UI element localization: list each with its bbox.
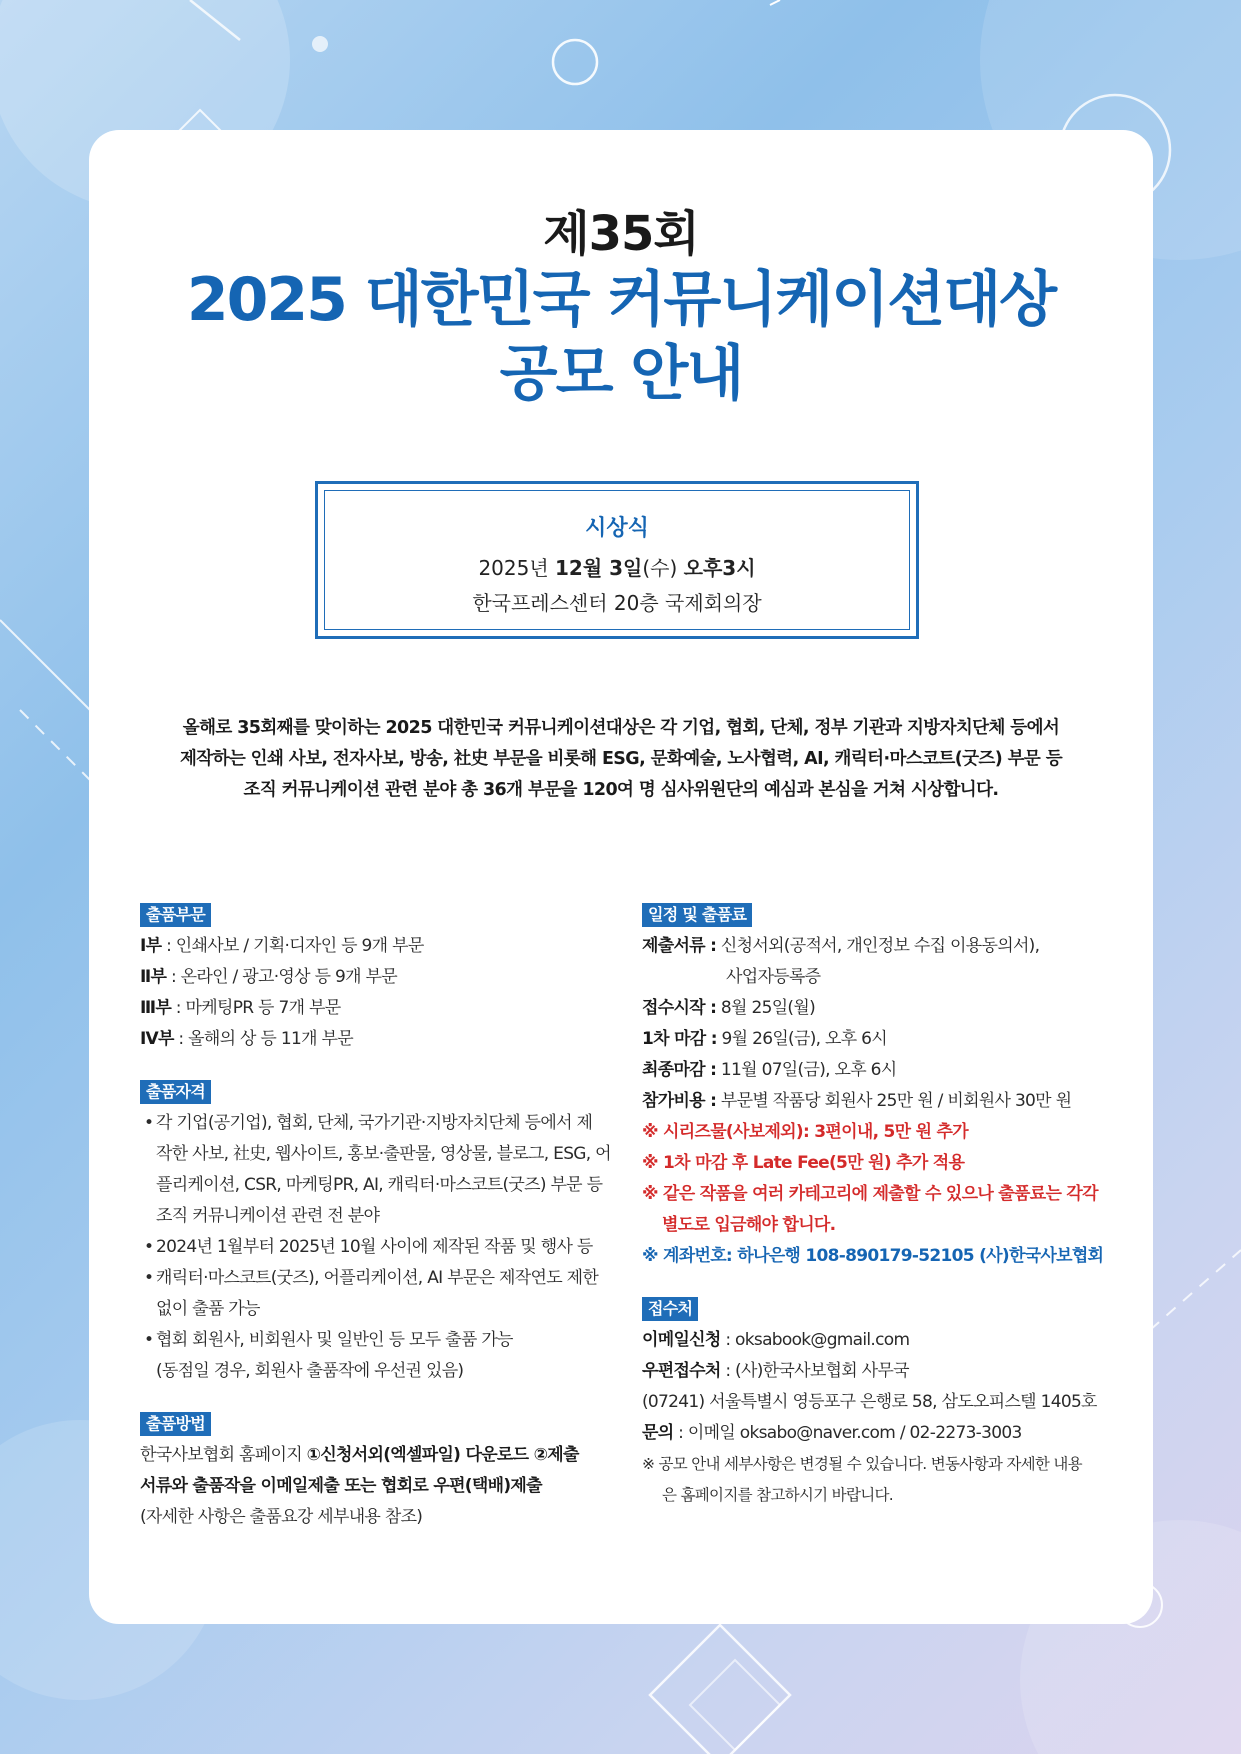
schedule-note: ※ 같은 작품을 여러 카테고리에 제출할 수 있으나 출품료는 각각 [642,1184,1098,1204]
account-number: ※ 계좌번호: 하나은행 108-890179-52105 (사)한국사보협회 [642,1246,1104,1266]
main-title-line1: 2025 대한민국 커뮤니케이션대상 [186,265,1056,335]
ceremony-box [315,481,919,639]
section-tag: 출품방법 [140,1412,211,1436]
schedule-section [642,900,1122,1272]
contact-note: 은 홈페이지를 참고하시기 바랍니다. [662,1486,894,1504]
main-title-line2: 공모 안내 [499,339,743,409]
ceremony-venue: 한국프레스센터 20층 국제회의장 [472,591,762,615]
contact-address: (07241) 서울특별시 영등포구 은행로 58, 삼도오피스텔 1405호 [642,1392,1097,1412]
eligibility-bullet: • 각 기업(공기업), 협회, 단체, 국가기관·지방자치단체 등에서 제 작한 사보, 社史, 웹사이트, 홍보·출판물, 영상물, 블로그, ESG, 어 플리케이션, CSR, 마케팅PR, AI, 캐릭터·마스코트(굿즈) 부문 등 조직 커뮤니케이션 관련 전 분야 [140,1108,610,1232]
category-row: Ⅱ부 : 온라인 / 광고·영상 등 9개 부문 [140,967,397,987]
category-row: Ⅲ부 : 마케팅PR 등 7개 부문 [140,998,341,1018]
ceremony-title: 시상식 [585,516,649,541]
schedule-row: 참가비용 : 부문별 작품당 회원사 25만 원 / 비회원사 30만 원 [642,1091,1072,1111]
eligibility-section [140,1077,610,1387]
schedule-row: 접수시작 : 8월 25일(월) [642,998,816,1018]
title-block [89,205,1153,411]
category-row: Ⅰ부 : 인쇄사보 / 기획·디자인 등 9개 부문 [140,936,424,956]
section-tag: 접수처 [642,1297,698,1321]
right-column [642,900,1122,1533]
categories-section [140,900,610,1055]
notice-card [89,130,1153,1624]
eligibility-bullet: • 협회 회원사, 비회원사 및 일반인 등 모두 출품 가능 (동점일 경우, 회원사 출품작에 우선권 있음) [140,1325,610,1387]
contact-section [642,1294,1122,1511]
intro-line: 제작하는 인쇄 사보, 전자사보, 방송, 社史 부문을 비롯해 ESG, 문화예술, 노사협력, AI, 캐릭터·마스코트(굿즈) 부문 등 [179,749,1063,769]
contact-note: ※ 공모 안내 세부사항은 변경될 수 있습니다. 변동사항과 자세한 내용 [642,1455,1082,1473]
section-tag: 출품자격 [140,1080,211,1104]
schedule-note: ※ 시리즈물(사보제외): 3편이내, 5만 원 추가 [642,1122,969,1142]
schedule-row: 1차 마감 : 9월 26일(금), 오후 6시 [642,1029,888,1049]
eligibility-bullet: • 캐릭터·마스코트(굿즈), 어플리케이션, AI 부문은 제작연도 제한 없이 출품 가능 [140,1263,610,1325]
schedule-row: 사업자등록증 [726,967,821,987]
schedule-row: 최종마감 : 11월 07일(금), 오후 6시 [642,1060,897,1080]
schedule-note: ※ 1차 마감 후 Late Fee(5만 원) 추가 적용 [642,1153,965,1173]
schedule-note: 별도로 입금해야 합니다. [662,1215,836,1235]
contact-row: 문의 : 이메일 oksabo@naver.com / 02-2273-3003 [642,1423,1022,1443]
intro-paragraph [149,713,1093,806]
schedule-row: 제출서류 : 신청서외(공적서, 개인정보 수집 이용동의서), [642,936,1040,956]
contact-row: 우편접수처 : (사)한국사보협회 사무국 [642,1361,909,1381]
method-line: 서류와 출품작을 이메일제출 또는 협회로 우편(택배)제출 [140,1476,542,1496]
category-row: Ⅳ부 : 올해의 상 등 11개 부문 [140,1029,353,1049]
method-line: (자세한 사항은 출품요강 세부내용 참조) [140,1507,423,1527]
method-line: 한국사보협회 홈페이지 ①신청서외(엑셀파일) 다운로드 ②제출 [140,1445,579,1465]
intro-line: 조직 커뮤니케이션 관련 분야 총 36개 부문을 120여 명 심사위원단의 예심과 본심을 거쳐 시상합니다. [243,780,999,800]
left-column [140,900,610,1555]
contact-row: 이메일신청 : oksabook@gmail.com [642,1330,910,1350]
intro-line: 올해로 35회째를 맞이하는 2025 대한민국 커뮤니케이션대상은 각 기업, 협회, 단체, 정부 기관과 지방자치단체 등에서 [182,718,1060,738]
section-tag: 출품부문 [140,903,211,927]
method-section [140,1409,610,1533]
edition-title: 제35회 [543,206,699,262]
section-tag: 일정 및 출품료 [642,903,752,927]
ceremony-date: 2025년 12월 3일(수) 오후3시 [478,556,756,580]
eligibility-bullet: • 2024년 1월부터 2025년 10월 사이에 제작된 작품 및 행사 등 [140,1232,610,1263]
